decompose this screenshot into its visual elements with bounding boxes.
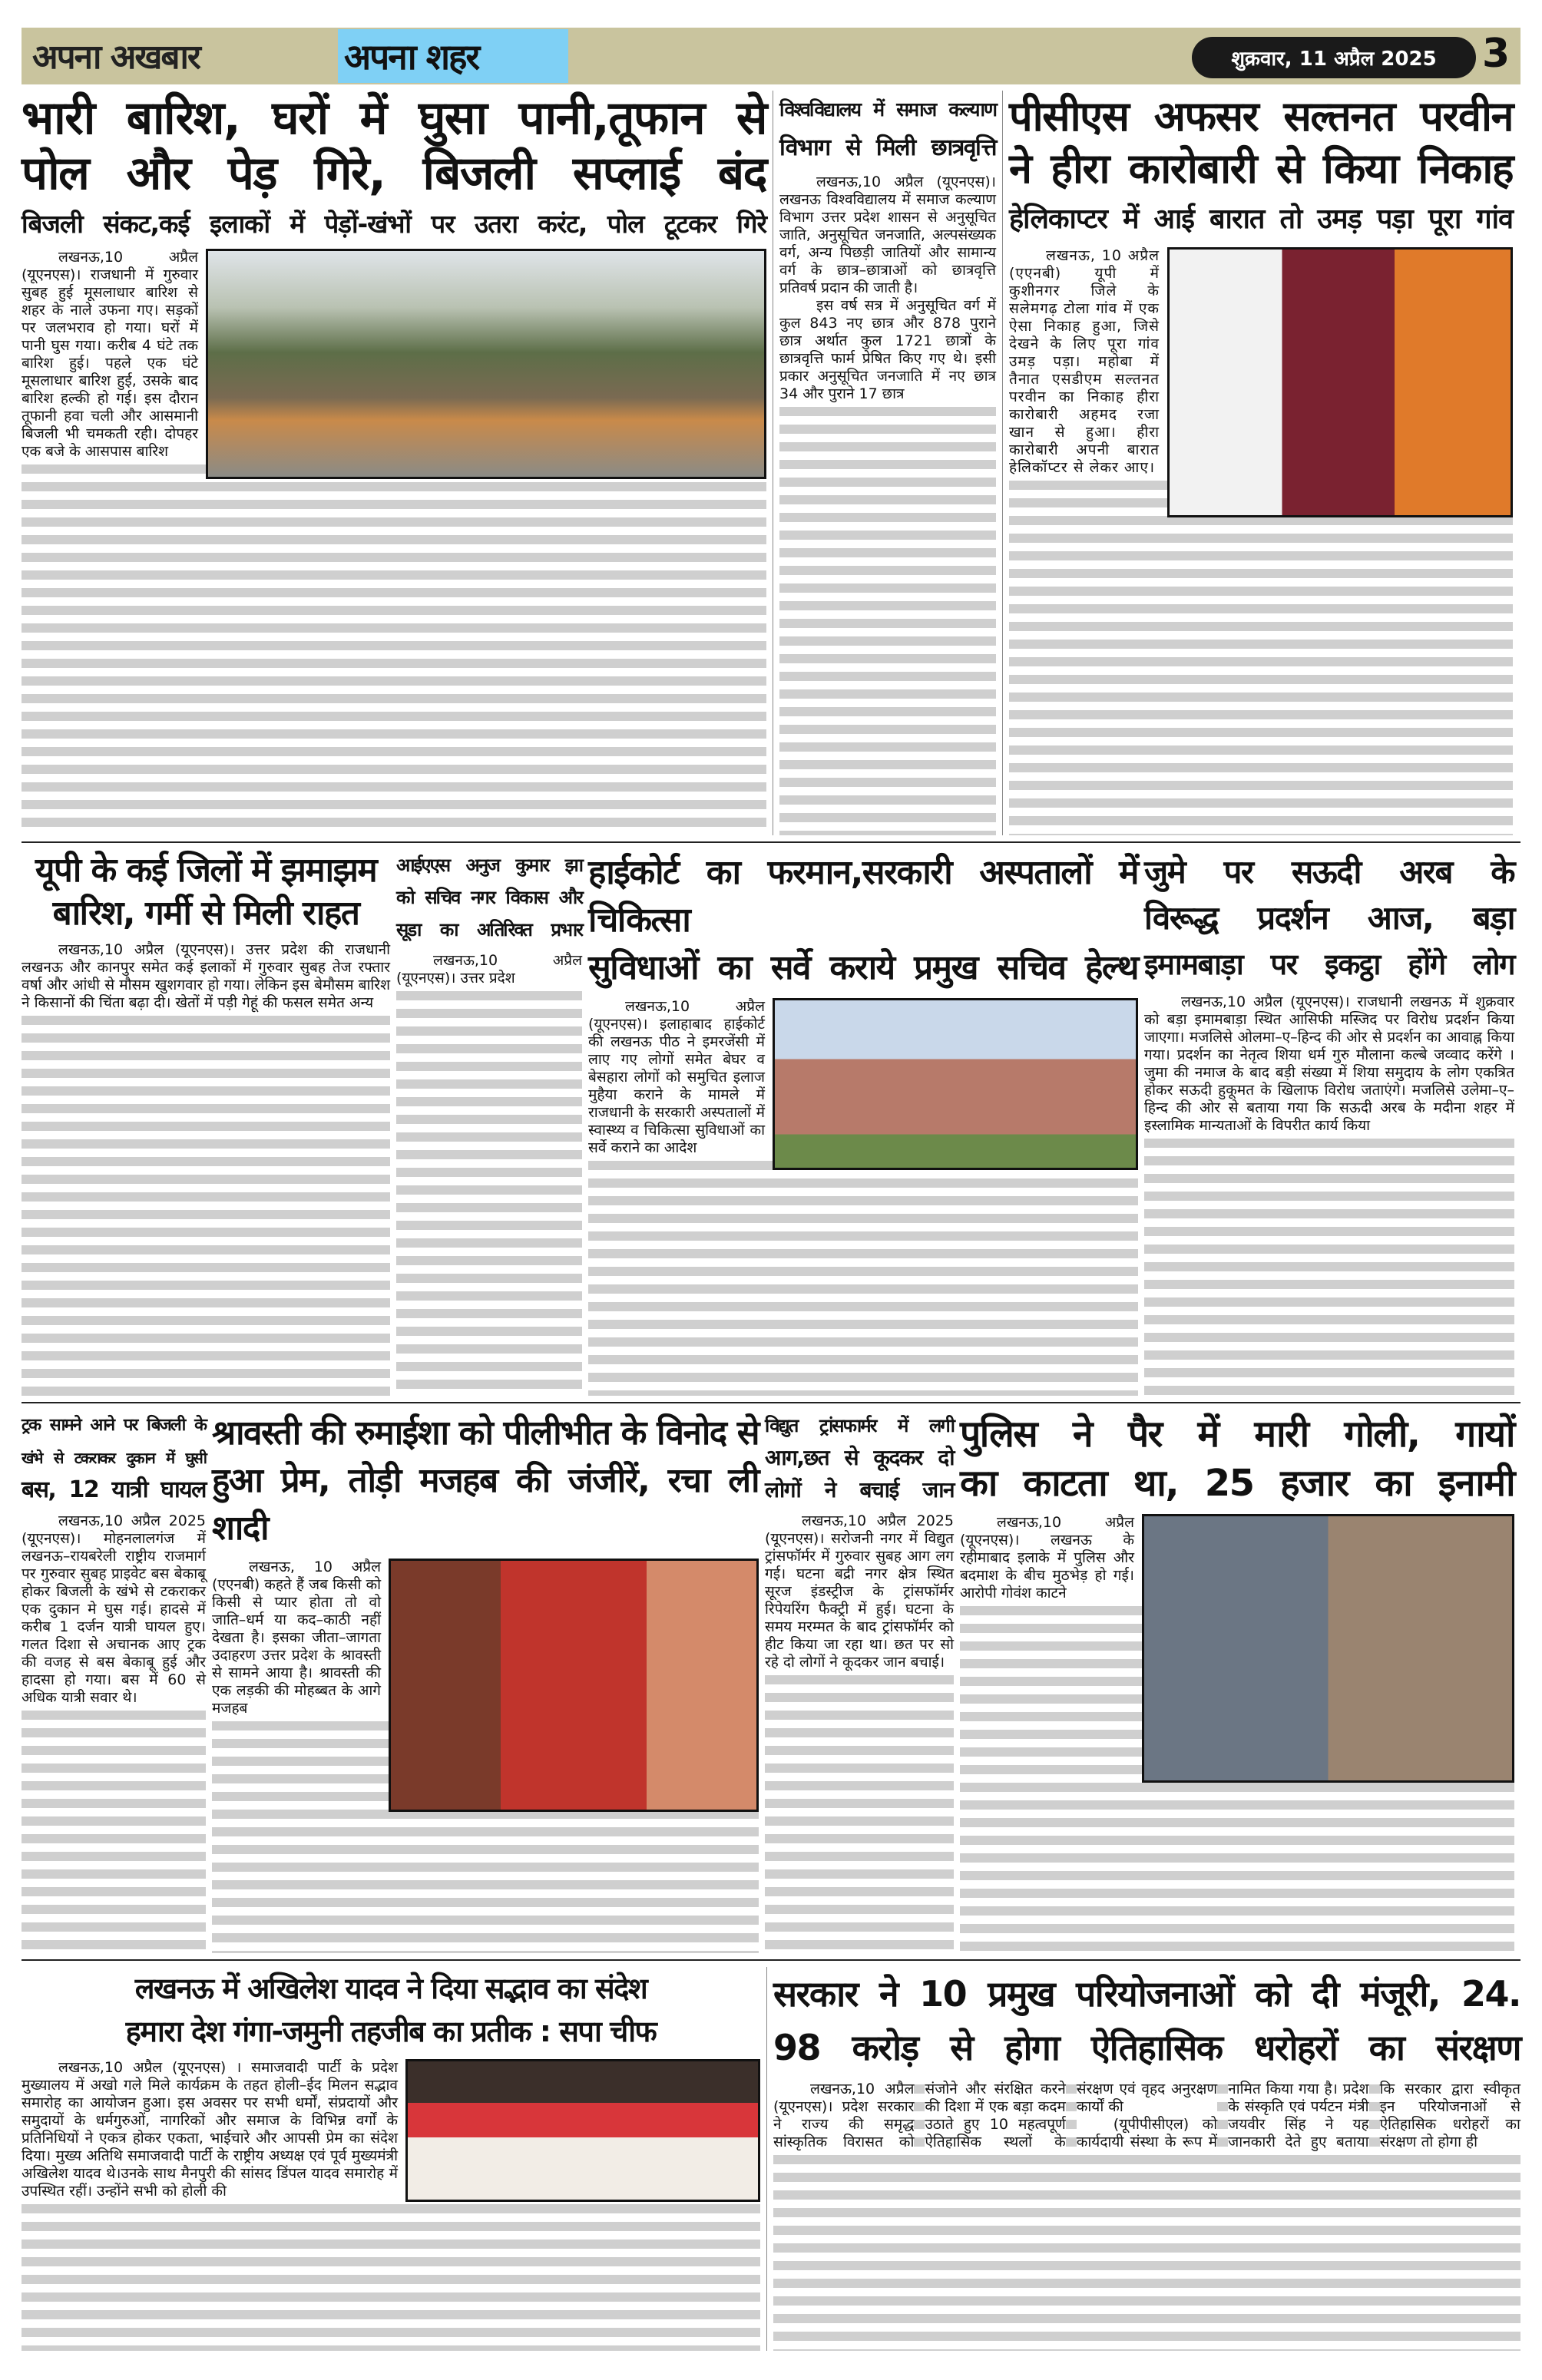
headline-line: बस, 12 यात्री घायल [22, 1476, 206, 1503]
headline-line: भारी बारिश, घरों में घुसा पानी,तूफान से [22, 91, 766, 145]
headline-line: सरकार ने 10 प्रमुख परियोजनाओं को दी मंजूरी, 24. [773, 1973, 1520, 2015]
headline-line: खंभे से टकराकर दुकान में घुसी [22, 1449, 206, 1467]
article-body [588, 998, 1138, 1396]
body-text: लखनऊ,10 अप्रैल (यूएनएस)। राजधानी लखनऊ में शुक्रवार को बड़ा इमामबाड़ा स्थित आसिफी मस्जिद पर विरोध प्रदर्शन किया जाएगा। मजलिसे ओलमा–ए–हिन्द की ओर से प्रदर्शन का आवाह्न किया गया। प्रदर्शन का नेतृत्व शिया धर्म गुरु मौलाना कल्बे जव्वाद करेंगे । जुमा की नमाज के बाद बड़ी संख्या में शिया समुदाय के लोग एकत्रित होकर सऊदी हुकूमत के खिलाफ विरोध जताएंगे। मजलिसे उलेमा–ए–हिन्द की ओर से बताया गया कि सऊदी अरब के मदीना शहर में इस्लामिक मान्यताओं के विपरीत कार्य किया [1144, 993, 1514, 1134]
article-shravasti [212, 1410, 759, 1953]
headline-line: विभाग से मिली छात्रवृत्ति [779, 134, 996, 161]
body-text: लखनऊ, 10 अप्रैल (एएनबी) यूपी में कुशीनगर जिले के सलेमगढ़ टोला गांव में एक ऐसा निकाह हुआ, जिसे देखने के लिए पूरा गांव उमड़ पड़ा। महोबा में तैनात एसडीएम सल्तनत परवीन का निकाह हीरा कारोबारी अहमद रजा खान से हुआ। हीरा कारोबारी अपनी बारात हेलिकॉप्टर से लेकर आए। [1009, 247, 1513, 477]
headline-line: श्रावस्ती की रुमाईशा को पीलीभीत के विनोद से [212, 1413, 759, 1453]
headline-line: लोगों ने बचाई जान [765, 1477, 954, 1502]
article-akhilesh [22, 1967, 760, 2351]
row-divider [22, 841, 1520, 843]
headline-line: इमामबाड़ा पर इकट्ठा होंगे लोग [1144, 947, 1514, 981]
page-number: 3 [1482, 31, 1511, 77]
article-body [765, 1512, 954, 1953]
article-court [588, 849, 1138, 1396]
headline-line: आग,छत से कूदकर दो [765, 1445, 954, 1470]
headline-line: हुआ प्रेम, तोड़ी मजहब की जंजीरें, रचा ली शादी [212, 1461, 759, 1548]
body-text: लखनऊ,10 अप्रैल (यूएनएस)। इलाहाबाद हाईकोर्ट की लखनऊ पीठ ने इमरजेंसी में लाए गए लोगों समेत बेघर व बेसहारा लोगों को समुचित इलाज मुहैया कराने के मामले में राजधानी के सरकारी अस्पतालों में स्वास्थ्य व चिकित्सा सुविधाओं का सर्वे कराने का आदेश [588, 998, 1138, 1157]
article-pcs [1009, 91, 1513, 835]
body-text: लखनऊ,10 अप्रैल (यूएनएस)। लखनऊ के रहीमाबाद इलाके में पुलिस और बदमाश के बीच मुठभेड़ हो गई। आरोपी गोवंश काटने [960, 1514, 1514, 1602]
headline-line: ट्रक सामने आने पर बिजली के [22, 1416, 206, 1435]
article-body [212, 1559, 759, 1953]
injured-accused-photo [1142, 1514, 1514, 1783]
article-body [22, 941, 390, 1396]
body-text: (यूपीपीसीएल) को कार्यदायी संस्था के रूप में नामित किया गया है। प्रदेश के संस्कृति एवं पर्यटन मंत्री जयवीर सिंह ने यह जानकारी देते हुए बताया कि सरकार द्वारा स्वीकृत इन परियोजनाओं से ऐतिहासिक धरोहरों का संरक्षण तो होगा ही [1076, 2081, 1520, 2150]
headline-line: आईएएस अनुज कुमार झा [396, 854, 582, 876]
subheadline: हेलिकाप्टर में आई बारात तो उमड़ पड़ा पूरा गांव [1009, 203, 1513, 235]
subheadline: बिजली संकट,कई इलाकों में पेड़ों-खंभों पर उतरा करंट, पोल टूटकर गिरे [22, 209, 766, 239]
body-text: लखनऊ,10 अप्रैल (यूएनएस)। लखनऊ विश्वविद्यालय में समाज कल्याण विभाग उत्तर प्रदेश शासन से अनुसूचित जाति, अनुसूचित जनजाति, अल्पसंख्यक वर्ग, अन्य पिछड़ी जातियों और सामान्य वर्ग के छात्र–छात्राओं को छात्रवृत्ति प्रतिवर्ष प्रदान की जाती है। [779, 174, 996, 296]
row-divider [22, 1402, 1520, 1403]
headline-line: सूडा का अतिरिक्त प्रभार [396, 919, 582, 940]
body-text: लखनऊ,10 अप्रैल (यूएनएस)। उत्तर प्रदेश [396, 952, 582, 987]
headline-line: लखनऊ में अखिलेश यादव ने दिया सद्भाव का संदेश [134, 1972, 647, 2005]
fallen-tree-photo [206, 249, 766, 479]
article-body [1009, 247, 1513, 835]
body-text: लखनऊ,10 अप्रैल (यूएनएस) । समाजवादी पार्टी के प्रदेश मुख्यालय में अखो गले मिले कार्यक्रम के तहत होली–ईद मिलन सद्भाव समारोह का आयोजन हुआ। इस अवसर पर सभी धर्मों, संप्रदायों और समुदायों के धर्मगुरुओं, नागरिकों और समाज के विभिन्न वर्गों के प्रतिनिधियों ने एकत्र होकर एकता, भाईचारे और आपसी प्रेम का संदेश दिया। मुख्य अतिथि समाजवादी पार्टी के राष्ट्रीय अध्यक्ष एवं पूर्व मुख्यमंत्री अखिलेश यादव थे।उनके साथ मैनपुरी की सांसद डिंपल यादव समारोह में उपस्थित रहीं। उन्होंने सभी को होली की [22, 2059, 760, 2200]
article-body [396, 952, 582, 1396]
headline-line: विश्वविद्यालय में समाज कल्याण [779, 98, 996, 121]
headline-line: यूपी के कई जिलों में झमाझम [35, 851, 377, 890]
headline-line: ने हीरा कारोबारी से किया निकाह [1009, 144, 1513, 193]
headline-line: विरूद्ध प्रदर्शन आज, बड़ा [1144, 899, 1514, 937]
news-row [22, 849, 1520, 1396]
news-row [22, 1410, 1520, 1953]
article-truck [22, 1410, 206, 1953]
headline-line: सुविधाओं का सर्वे कराये प्रमुख सचिव हेल्थ [588, 948, 1138, 987]
article-body [22, 249, 766, 835]
paper-name: अपना अखबार [32, 38, 200, 77]
body-text: लखनऊ,10 अप्रैल 2025 (यूएनएस)। सरोजनी नगर में विद्युत ट्रांसफॉर्मर में गुरुवार सुबह आग लग गई। घटना बद्री नगर क्षेत्र स्थित सूरज इंडस्ट्रीज के ट्रांसफॉर्मर रिपेयरिंग फैक्ट्री में हुई। घटना के समय मरम्मत के बाद ट्रांसफॉर्मर को हीट किया जा रहा था। छत पर सो रहे दो लोगों ने कूदकर जान बचाई। [765, 1512, 954, 1671]
headline-line: का काटता था, 25 हजार का इनामी [960, 1462, 1514, 1505]
headline-line: 98 करोड़ से होगा ऐतिहासिक धरोहरों का संरक्षण [773, 2027, 1520, 2068]
body-text: लखनऊ, 10 अप्रैल (एएनबी) कहते हैं जब किसी को किसी से प्यार होता तो वो जाति–धर्म या कद–काठी नहीं देखता है। इसका जीता–जागता उदाहरण उत्तर प्रदेश के श्रावस्ती से सामने आया है। श्रावस्ती की एक लड़की की मोहब्बत के आगे मजहब [212, 1559, 759, 1717]
high-court-building-photo [773, 998, 1138, 1170]
body-text: लखनऊ,10 अप्रैल (यूएनएस)। प्रदेश सरकार ने राज्य की समृद्ध सांस्कृतिक विरासत को संजोने और संरक्षित करने की दिशा में एक बड़ा कदम उठाते हुए 10 महत्वपूर्ण ऐतिहासिक स्थलों के संरक्षण एवं वृहद अनुरक्षण कार्यों की [773, 2081, 1218, 2150]
headline-line: हाईकोर्ट का फरमान,सरकारी अस्पतालों में चिकित्सा [588, 853, 1138, 940]
body-text: लखनऊ,10 अप्रैल (यूएनएस)। उत्तर प्रदेश की राजधानी लखनऊ और कानपुर समेत कई इलाकों में गुरुवार सुबह तेज रफ्तार वर्षा और आंधी से मौसम खुशगवार हो गया। लेकिन इस बेमौसम बारिश ने किसानों की चिंता बढ़ा दी। खेतों में पड़ी गेहूं की फसल समेत अन्य [22, 941, 390, 1011]
article-body [779, 174, 996, 835]
body-text: लखनऊ,10 अप्रैल (यूएनएस)। राजधानी में गुरुवार सुबह हुई मूसलाधार बारिश से शहर के नाले उफना गए। सड़कों पर जलभराव हो गया। घरों में पानी घुस गया। करीब 4 घंटे तक बारिश हुई। पहले एक घंटे मूसलाधार बारिश हुई, उसके बाद बारिश हल्की हो गई। इस दौरान तूफानी हवा चली और आसमानी बिजली भी चमकती रही। दोपहर एक बजे के आसपास बारिश [22, 249, 766, 461]
article-projects [773, 1967, 1520, 2351]
article-body [773, 2081, 1520, 2351]
row-divider [22, 1959, 1520, 1961]
headline-line: को सचिव नगर विकास और [396, 887, 582, 908]
article-transformer [765, 1410, 954, 1953]
wedding-couple-photo [1167, 247, 1513, 517]
headline-line: जुमे पर सऊदी अरब के [1144, 853, 1514, 891]
column-divider [1002, 91, 1003, 835]
body-text: इस वर्ष सत्र में अनुसूचित वर्ग में कुल 843 नए छात्र और 878 पुराने छात्र अर्थात कुल 1721 छात्रों के छात्रवृत्ति फार्म प्रेषित किए गए थे। इसी प्रकार अनुसूचित जनजाति में नए छात्र 34 और पुराने 17 छात्र [779, 297, 996, 402]
milan-samaroh-stage-photo [405, 2059, 760, 2202]
section-name: अपना शहर [344, 36, 479, 78]
news-row [22, 1967, 1520, 2351]
headline-line: पोल और पेड़ गिरे, बिजली सप्लाई बंद [22, 147, 766, 200]
date-badge [1192, 37, 1476, 78]
article-saudi [1144, 849, 1514, 1396]
article-university [779, 91, 996, 835]
article-police [960, 1410, 1514, 1953]
headline-line: पीसीएस अफसर सल्तनत परवीन [1009, 92, 1513, 140]
headline-line: पुलिस ने पैर में मारी गोली, गायों [960, 1413, 1514, 1456]
article-up-rain [22, 849, 390, 1396]
article-ias [396, 849, 582, 1396]
article-rain [22, 91, 766, 835]
article-body [22, 1512, 206, 1953]
article-body [1144, 993, 1514, 1396]
column-divider [766, 1967, 767, 2351]
married-couple-photo [389, 1559, 759, 1812]
body-text: लखनऊ,10 अप्रैल 2025 (यूएनएस)। मोहनलालगंज में लखनऊ–रायबरेली राष्ट्रीय राजमार्ग पर गुरुवार सुबह प्राइवेट बस बेकाबू होकर बिजली के खंभे से टकराकर एक दुकान मे घुस गई। हादसे में करीब 1 दर्जन यात्री घायल हुए। गलत दिशा से अचानक आए ट्रक की वजह से बस बेकाबू हुई और हादसा हो गया। बस में 60 से अधिक यात्री सवार थे। [22, 1512, 206, 1706]
headline-line: विद्युत ट्रांसफार्मर में लगी [765, 1415, 954, 1436]
headline-line: हमारा देश गंगा-जमुनी तहजीब का प्रतीक : सपा चीफ [125, 2015, 657, 2048]
article-body [22, 2059, 760, 2351]
news-row [22, 91, 1520, 835]
issue-date: शुक्रवार, 11 अप्रैल 2025 [1231, 48, 1437, 71]
article-body [960, 1514, 1514, 1953]
headline-line: बारिश, गर्मी से मिली राहत [52, 894, 359, 933]
